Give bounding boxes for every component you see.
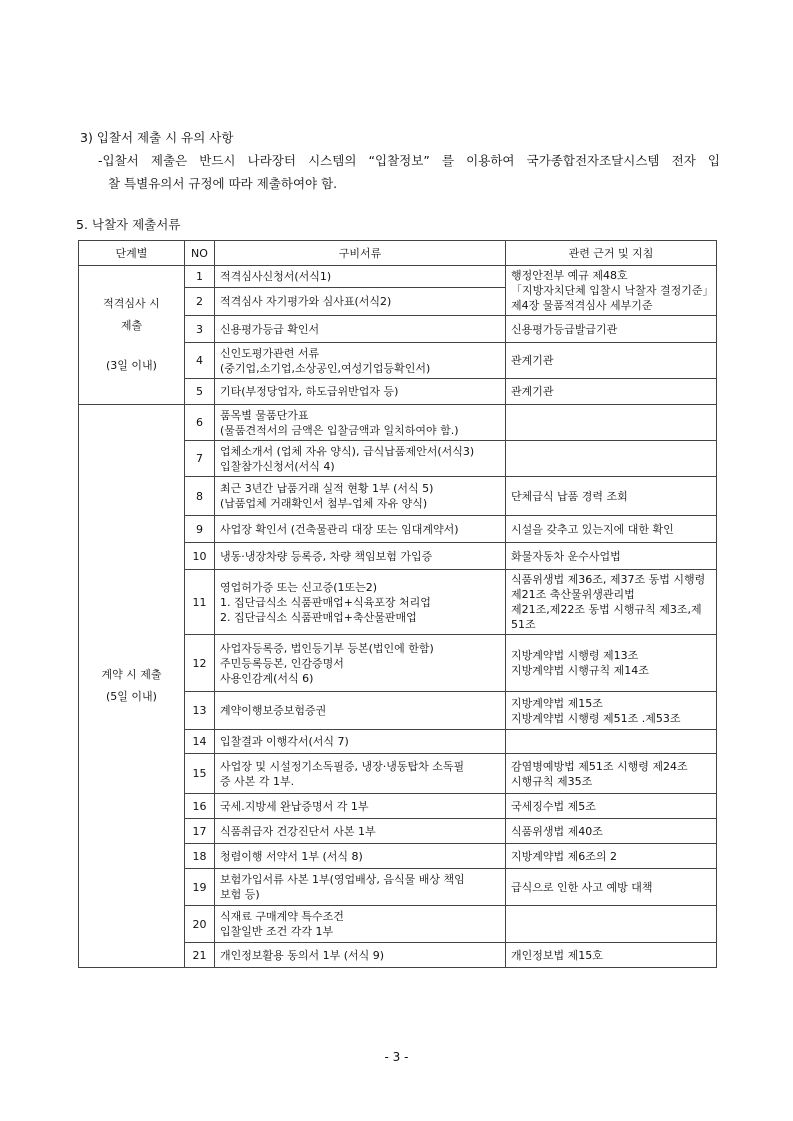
row-no: 12 [185,635,215,692]
row-doc [215,266,506,288]
doc-line: 냉동·냉장차량 등록증, 차량 책임보험 가입증 [220,549,433,563]
basis-line: 행정안전부 예규 제48호 [511,269,628,282]
doc-line: 계약이행보증보험증권 [220,704,327,717]
stage-cell-2 [79,405,185,968]
doc-line: 주민등록등본, 인감증명서 [220,656,344,670]
row-doc [215,730,506,754]
doc-line: 사업장 확인서 (건축물관리 대장 또는 임대계약서) [220,522,459,536]
header-no: NO [185,241,215,266]
row-no: 15 [185,754,215,794]
row-doc [215,543,506,570]
row-basis [506,692,717,730]
row-basis [506,405,717,441]
basis-line: 지방계약법 시행령 제13조 [511,649,639,662]
page-number: - 3 - [384,1050,409,1064]
row-basis [506,477,717,516]
doc-line: 신용평가등급 확인서 [220,322,320,336]
basis-line: 시설을 갖추고 있는지에 대한 확인 [511,522,674,536]
row-no: 3 [185,316,215,343]
row-no: 18 [185,844,215,869]
row-doc [215,635,506,692]
row-basis [506,316,717,343]
basis-line: 지방계약법 시행규칙 제14조 [511,664,649,677]
section-3-heading: 3) 입찰서 제출 시 유의 사항 [80,130,234,145]
table-header-row [79,241,717,266]
row-no: 17 [185,819,215,844]
row-doc [215,405,506,441]
row-doc [215,316,506,343]
basis-line: 지방계약법 제6조의 2 [511,849,617,863]
stage-2-line-2: (5일 이내) [106,690,157,703]
row-basis [506,570,717,635]
row-basis [506,754,717,794]
basis-line: 지방계약법 제15조 [511,696,603,710]
basis-line: 시행규칙 제35조 [511,774,593,788]
doc-line: 식재료 구매계약 특수조건 [220,910,344,923]
basis-line: 관계기관 [511,354,554,367]
header-stage: 단계별 [79,241,185,266]
doc-line: 증 사본 각 1부. [220,774,295,788]
doc-line: (물품견적서의 금액은 입찰금액과 일치하여야 함.) [220,423,459,437]
doc-line: 입찰결과 이행각서(서식 7) [220,735,349,748]
row-no: 7 [185,441,215,477]
table-row [79,405,717,441]
row-no: 6 [185,405,215,441]
row-basis [506,379,717,405]
row-no: 14 [185,730,215,754]
basis-line: 감염병예방법 제51조 시행령 제24조 [511,759,688,773]
stage-cell-1 [79,266,185,405]
section-3 [80,128,720,194]
stage-1-line-2: 제출 [120,319,143,332]
row-no: 1 [185,266,215,288]
basis-line: 제4장 물품적격심사 세부기준 [511,299,653,312]
row-basis [506,730,717,754]
basis-line: 개인정보법 제15호 [511,948,603,962]
row-doc [215,477,506,516]
row-doc [215,570,506,635]
doc-line: 입찰참가신청서(서식 4) [220,459,335,473]
documents-table [78,240,717,968]
doc-line: 최근 3년간 납품거래 실적 현황 1부 (서식 5) [220,482,434,495]
row-basis [506,266,717,316]
row-no: 21 [185,943,215,968]
basis-line: 「지방자치단체 입찰시 낙찰자 결정기준」 [511,284,714,297]
row-basis [506,844,717,869]
row-basis [506,794,717,819]
doc-line: 신인도평가관련 서류 [220,346,320,360]
row-no: 2 [185,288,215,316]
row-doc [215,288,506,316]
row-no: 8 [185,477,215,516]
row-doc [215,692,506,730]
row-basis [506,943,717,968]
basis-line: 지방계약법 시행령 제51조 .제53조 [511,711,681,725]
row-no: 5 [185,379,215,405]
row-doc [215,516,506,543]
header-basis: 관련 근거 및 지침 [506,241,717,266]
section-3-line-2: 찰 특별유의서 규정에 따라 제출하여야 함. [108,176,338,191]
row-no: 20 [185,906,215,943]
header-docs: 구비서류 [215,241,506,266]
basis-line: 식품위생법 제36조, 제37조 동법 시행령 [511,573,706,586]
doc-line: 적격심사 자기평가와 심사표(서식2) [220,295,392,309]
row-basis [506,543,717,570]
section-3-line-1: -입찰서 제출은 반드시 나라장터 시스템의 “입찰정보” 를 이용하여 국가종합전자조달시스템 전자 입 [98,153,720,168]
row-basis [506,869,717,906]
row-basis [506,343,717,379]
row-doc [215,943,506,968]
table-row [79,266,717,288]
doc-line: 사업장 및 시설정기소독필증, 냉장·냉동탑차 소독필 [220,759,465,773]
doc-line: 기타(부정당업자, 하도급위반업자 등) [220,385,399,398]
row-basis [506,635,717,692]
basis-line: 화물자동차 운수사업법 [511,549,621,563]
row-no: 13 [185,692,215,730]
basis-line: 단체급식 납품 경력 조회 [511,489,628,503]
row-no: 19 [185,869,215,906]
doc-line: 보험가입서류 사본 1부(영업배상, 음식물 배상 책임 [220,873,465,886]
basis-line: 신용평가등급발급기관 [511,322,618,336]
row-no: 11 [185,570,215,635]
doc-line: 사업자등록증, 법인등기부 등본(법인에 한함) [220,641,434,655]
doc-line: 1. 집단급식소 식품판매업+식육포장 처리업 [220,595,431,609]
doc-line: 사용인감계(서식 6) [220,671,314,685]
row-no: 9 [185,516,215,543]
row-doc [215,379,506,405]
row-no: 10 [185,543,215,570]
row-doc [215,819,506,844]
stage-1-line-1: 적격심사 시 [103,297,160,310]
row-doc [215,794,506,819]
row-basis [506,906,717,943]
row-doc [215,441,506,477]
doc-line: 식품취급자 건강진단서 사본 1부 [220,824,376,838]
row-basis [506,441,717,477]
doc-line: 품목별 물품단가표 [220,408,309,422]
doc-line: 국세.지방세 완납증명서 각 1부 [220,799,369,813]
row-doc [215,844,506,869]
doc-line: 보험 등) [220,888,260,901]
basis-line: 식품위생법 제40조 [511,824,603,838]
row-doc [215,906,506,943]
stage-1-line-3: (3일 이내) [106,359,157,372]
row-basis [506,516,717,543]
section-5-heading: 5. 낙찰자 제출서류 [76,217,181,232]
basis-line: 국세징수법 제5조 [511,799,596,813]
row-no: 16 [185,794,215,819]
basis-line: 제21조 축산물위생관리법 [511,588,635,601]
stage-2-line-1: 계약 시 제출 [101,668,162,681]
doc-line: (중기업,소기업,소상공인,여성기업등확인서) [220,361,431,375]
row-doc [215,343,506,379]
doc-line: 청렴이행 서약서 1부 (서식 8) [220,849,363,863]
row-no: 4 [185,343,215,379]
doc-line: 영업허가증 또는 신고증(1또는2) [220,580,378,594]
doc-line: 입찰일반 조건 각각 1부 [220,925,334,938]
row-doc [215,869,506,906]
basis-line: 급식으로 인한 사고 예방 대책 [511,880,653,894]
row-doc [215,754,506,794]
doc-line: 2. 집단급식소 식품판매업+축산물판매업 [220,610,417,624]
doc-line: 적격심사신청서(서식1) [220,270,332,284]
doc-line: 업체소개서 (업체 자유 양식), 급식납품제안서(서식3) [220,444,475,458]
doc-line: 개인정보활용 동의서 1부 (서식 9) [220,948,385,962]
basis-line: 관계기관 [511,385,554,398]
doc-line: (납품업체 거래확인서 첨부-업체 자유 양식) [220,497,428,510]
basis-line: 제21조,제22조 동법 시행규칙 제3조,제51조 [511,603,702,631]
row-basis [506,819,717,844]
